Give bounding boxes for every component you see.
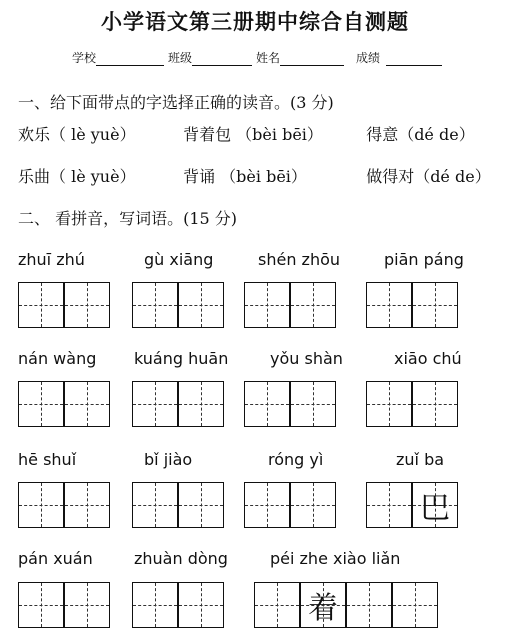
pinyin-label: zuǐ ba	[396, 450, 445, 469]
pinyin-label: róng yì	[268, 450, 324, 469]
pinyin-label: zhuī zhú	[18, 250, 85, 269]
writing-box[interactable]	[346, 582, 392, 628]
writing-box[interactable]	[412, 282, 458, 328]
score-label: 成绩	[356, 51, 381, 65]
writing-box[interactable]	[366, 282, 412, 328]
name-label: 姓名	[256, 51, 281, 65]
name-field[interactable]	[280, 51, 344, 66]
writing-box[interactable]	[132, 582, 178, 628]
score-field[interactable]	[386, 51, 442, 66]
writing-box[interactable]	[392, 582, 438, 628]
writing-box[interactable]	[132, 482, 178, 528]
prefilled-character: 巴	[420, 491, 450, 526]
question-item: 欢乐（ lè yuè）	[18, 125, 136, 144]
question-row-1	[18, 122, 475, 145]
writing-box[interactable]	[18, 482, 64, 528]
class-field[interactable]	[192, 51, 252, 66]
pinyin-label: xiāo chú	[394, 349, 462, 368]
section1-heading: 一、给下面带点的字选择正确的读音。(3 分)	[18, 93, 334, 112]
school-label: 学校	[72, 51, 97, 65]
writing-box[interactable]	[244, 482, 290, 528]
writing-box[interactable]	[64, 482, 110, 528]
student-info-row	[72, 46, 446, 66]
writing-box[interactable]	[178, 582, 224, 628]
writing-box[interactable]	[64, 381, 110, 427]
writing-box[interactable]	[18, 582, 64, 628]
writing-box[interactable]	[290, 282, 336, 328]
writing-box[interactable]	[290, 381, 336, 427]
question-item: 背诵 （bèi bēi）	[183, 167, 307, 186]
writing-box[interactable]	[244, 381, 290, 427]
writing-box[interactable]	[254, 582, 300, 628]
question-item: 得意（dé de）	[366, 125, 475, 144]
pinyin-label: pán xuán	[18, 549, 93, 568]
pinyin-label: hē shuǐ	[18, 450, 77, 469]
question-row-2	[18, 164, 491, 187]
pinyin-label: shén zhōu	[258, 250, 341, 269]
writing-box-prefilled[interactable]	[412, 482, 458, 528]
writing-box[interactable]	[64, 282, 110, 328]
writing-box[interactable]	[132, 381, 178, 427]
writing-box[interactable]	[366, 381, 412, 427]
writing-box[interactable]	[64, 582, 110, 628]
section2-heading: 二、 看拼音，写词语。(15 分)	[18, 209, 238, 228]
writing-box[interactable]	[412, 381, 458, 427]
writing-box[interactable]	[244, 282, 290, 328]
question-item: 背着包 （bèi bēi）	[183, 125, 323, 144]
page-title: 小学语文第三册期中综合自测题	[101, 9, 409, 34]
pinyin-label: zhuàn dòng	[134, 549, 228, 568]
pinyin-label: bǐ jiào	[144, 450, 193, 469]
class-label: 班级	[168, 51, 193, 65]
writing-box[interactable]	[18, 282, 64, 328]
school-field[interactable]	[96, 51, 164, 66]
pinyin-label: péi zhe xiào liǎn	[270, 549, 401, 568]
writing-box[interactable]	[366, 482, 412, 528]
pinyin-label: yǒu shàn	[270, 349, 343, 368]
writing-box[interactable]	[132, 282, 178, 328]
pinyin-label: nán wàng	[18, 349, 97, 368]
writing-box[interactable]	[178, 282, 224, 328]
question-item: 乐曲（ lè yuè）	[18, 167, 136, 186]
pinyin-label: gù xiāng	[144, 250, 214, 269]
pinyin-label: kuáng huān	[134, 349, 229, 368]
question-item: 做得对（dé de）	[366, 167, 491, 186]
writing-box[interactable]	[290, 482, 336, 528]
pinyin-label: piān páng	[384, 250, 464, 269]
prefilled-character: 着	[308, 591, 338, 626]
writing-box[interactable]	[18, 381, 64, 427]
writing-box[interactable]	[178, 482, 224, 528]
writing-box[interactable]	[178, 381, 224, 427]
writing-box-prefilled[interactable]	[300, 582, 346, 628]
